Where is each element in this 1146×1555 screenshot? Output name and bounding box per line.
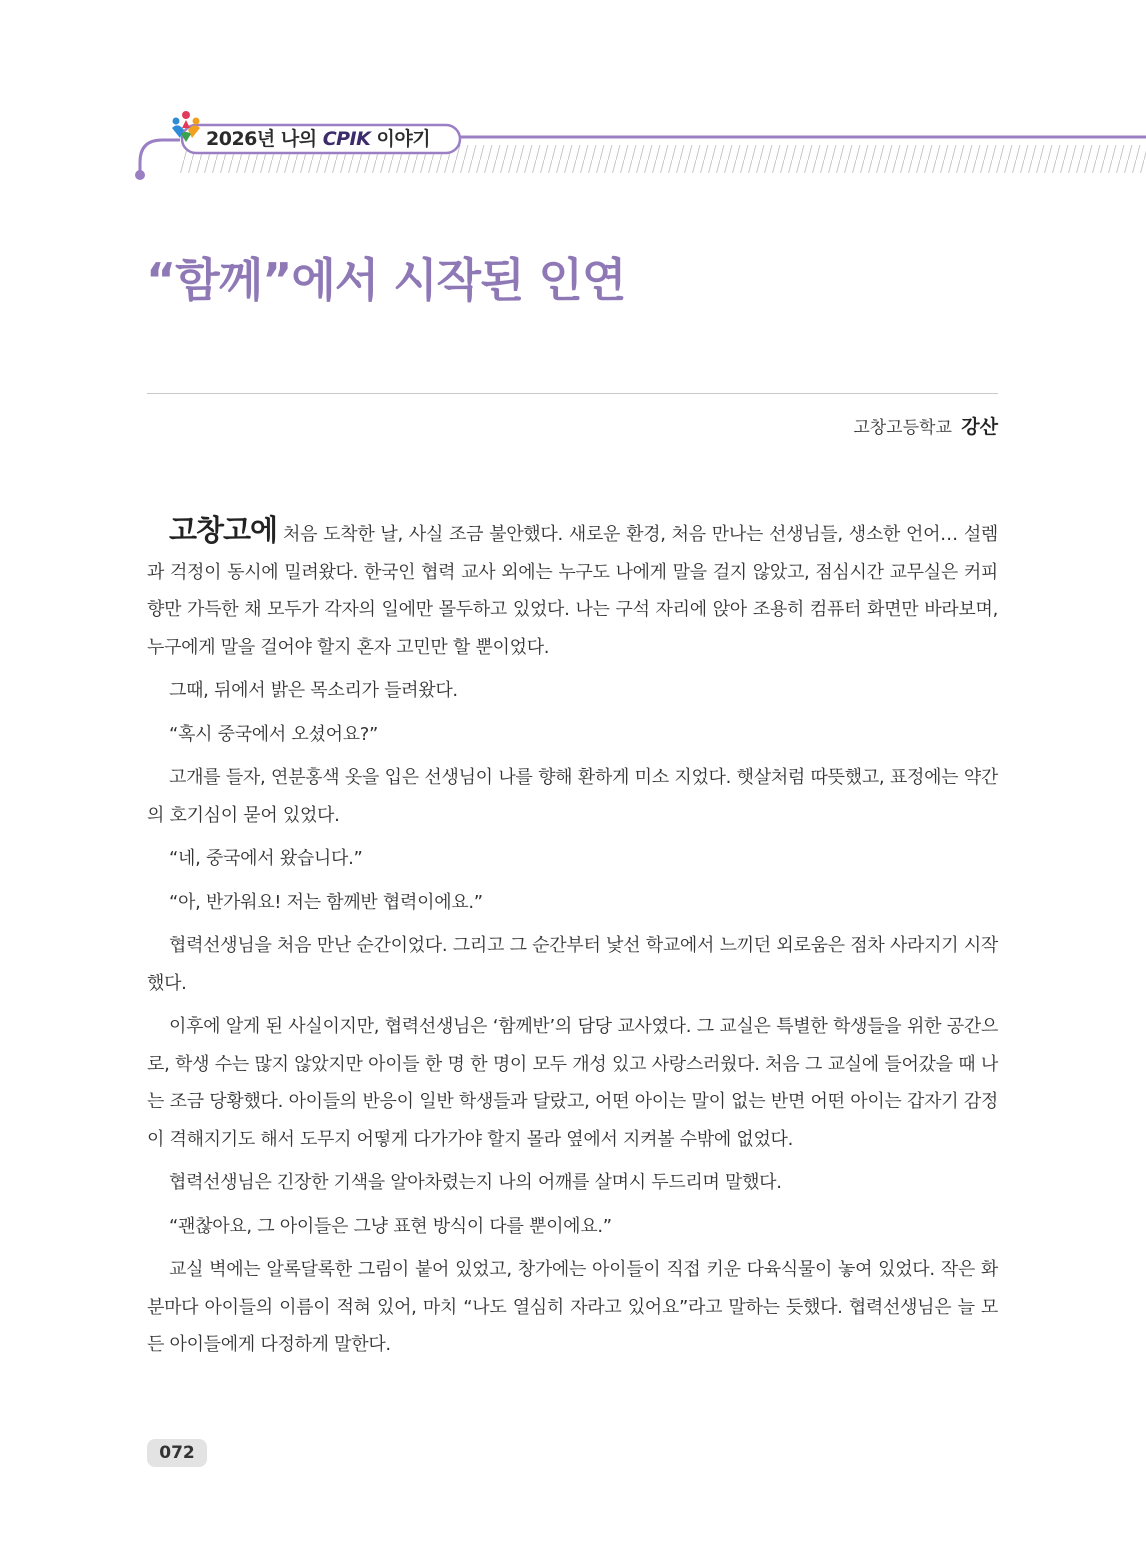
paragraph: 고개를 들자, 연분홍색 옷을 입은 선생님이 나를 향해 환하게 미소 지었다. 햇살처럼 따뜻했고, 표정에는 약간의 호기심이 묻어 있었다. xyxy=(147,767,998,826)
paragraph: 그때, 뒤에서 밝은 목소리가 들려왔다. xyxy=(169,680,458,701)
paragraph: “네, 중국에서 왔습니다.” xyxy=(169,848,363,869)
series-header xyxy=(0,100,1146,190)
author-school: 고창고등학교 xyxy=(853,418,952,438)
paragraph: 협력선생님을 처음 만난 순간이었다. 그리고 그 순간부터 낯선 학교에서 느끼던 외로움은 점차 사라지기 시작했다. xyxy=(147,935,998,994)
paragraph: “혹시 중국에서 오셨어요?” xyxy=(169,723,379,745)
article-body xyxy=(147,512,998,1370)
paragraph-text: 처음 도착한 날, 사실 조금 불안했다. 새로운 환경, 처음 만나는 선생님들, 생소한 언어… 설렘과 걱정이 동시에 밀려왔다. 한국인 협력 교사 외에는 누구도 나에게 말을 걸지 않았고, 점심시간 교무실은 커피 향만 가득한 채 모두가 각자의 일에만 몰두하고 있었다. 나는 구석 자리에 앉아 조용히 컴퓨터 화면만 바라보며, 누구에게 말을 걸어야 할지 혼자 고민만 할 뿐이었다. xyxy=(147,524,998,658)
title-divider xyxy=(147,393,998,394)
paragraph: 협력선생님은 긴장한 기색을 알아차렸는지 나의 어깨를 살며시 두드리며 말했다. xyxy=(169,1172,782,1193)
page-number: 072 xyxy=(147,1439,207,1467)
paragraph: “괜찮아요, 그 아이들은 그냥 표현 방식이 다를 뿐이에요.” xyxy=(169,1215,612,1237)
author-name: 강산 xyxy=(961,416,998,438)
page-title: “함께”에서 시작된 인연 xyxy=(146,253,626,307)
series-title-suffix: 이야기 xyxy=(376,128,431,150)
paragraph xyxy=(147,512,998,666)
series-title xyxy=(206,124,430,151)
dropcap-lead: 고창고에 xyxy=(169,513,278,547)
paragraph: 교실 벽에는 알록달록한 그림이 붙어 있었고, 창가에는 아이들이 직접 키운 다육식물이 놓여 있었다. 작은 화분마다 아이들의 이름이 적혀 있어, 마치 “나도 열심히 자라고 있어요”라고 말하는 듯했다. 협력선생님은 늘 모든 아이들에게 다정하게 말한다. xyxy=(147,1259,998,1355)
people-star-logo-icon xyxy=(168,108,204,144)
series-brand: CPIK xyxy=(322,128,371,150)
paragraph: “아, 반가워요! 저는 함께반 협력이에요.” xyxy=(169,891,483,913)
author-line xyxy=(853,412,998,439)
series-title-text: 2026년 나의 xyxy=(206,128,317,150)
paragraph: 이후에 알게 된 사실이지만, 협력선생님은 ‘함께반’의 담당 교사였다. 그 교실은 특별한 학생들을 위한 공간으로, 학생 수는 많지 않았지만 아이들 한 명 한 명이 모두 개성 있고 사랑스러웠다. 처음 그 교실에 들어갔을 때 나는 조금 당황했다. 아이들의 반응이 일반 학생들과 달랐고, 어떤 아이는 말이 없는 반면 어떤 아이는 갑자기 감정이 격해지기도 해서 도무지 어떻게 다가가야 할지 몰라 옆에서 지켜볼 수밖에 없었다. xyxy=(147,1016,998,1150)
